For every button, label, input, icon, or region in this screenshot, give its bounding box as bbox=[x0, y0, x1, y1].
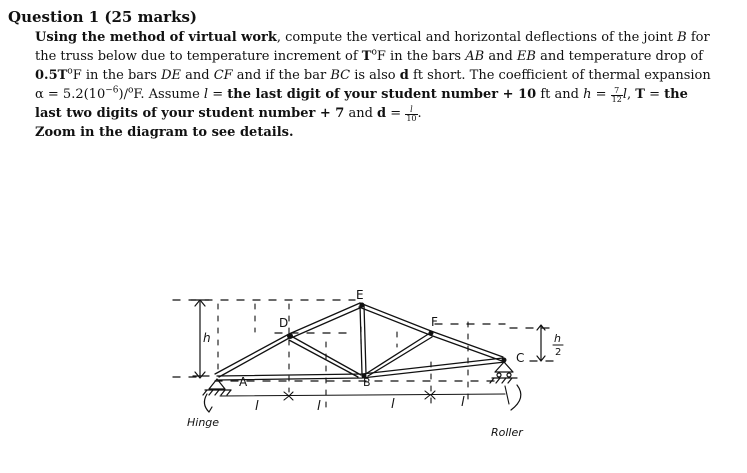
label-E: E bbox=[356, 288, 364, 302]
text-line-2: the truss below due to temperature increment of $T^oF$ in the bars AB and EB and temperature drop of bbox=[35, 47, 703, 64]
text-line-5: last two digits of your student number + 7 and d = $\frac{l}{10}$ . bbox=[35, 105, 422, 123]
truss-diagram bbox=[165, 282, 595, 467]
label-l1: l bbox=[255, 399, 259, 414]
member-AD bbox=[215, 334, 289, 374]
label-D: D bbox=[279, 316, 289, 330]
label-h-right: h bbox=[554, 332, 561, 345]
roller-support bbox=[490, 362, 517, 383]
label-two: 2 bbox=[555, 347, 562, 358]
truss-joints bbox=[287, 303, 507, 379]
label-l3: l bbox=[391, 397, 395, 412]
label-F: F bbox=[431, 315, 438, 329]
text-line-3: $0.5T^oF$ in the bars DE and CF and if the bar BC is also d ft short. The coefficient of thermal expansion bbox=[35, 66, 711, 83]
hinge-leader bbox=[204, 394, 209, 412]
truss-members bbox=[215, 303, 505, 380]
member-EF bbox=[360, 303, 431, 331]
fraction-7-12: $\frac{7}{12}$ bbox=[611, 86, 622, 104]
member-FC bbox=[431, 331, 503, 357]
text-line-1: Using the method of virtual work, compute the vertical and horizontal deflections of the joint B for bbox=[35, 30, 710, 45]
dim-h-right bbox=[537, 325, 545, 361]
label-hinge: Hinge bbox=[187, 416, 220, 429]
label-roller: Roller bbox=[491, 426, 523, 439]
member-EB bbox=[360, 305, 362, 374]
text-line-4: $\alpha = 5.2(10^{-6})/^oF$. Assume l = the last digit of your student number + 10 ft and h = $\frac{7}{12}$ l, T = the bbox=[35, 85, 688, 104]
question-text bbox=[35, 28, 739, 142]
text-line-6: Zoom in the diagram to see details. bbox=[35, 125, 294, 140]
label-l4: l bbox=[461, 395, 465, 410]
question-block bbox=[8, 8, 739, 142]
label-B: B bbox=[363, 376, 371, 389]
member-DE bbox=[289, 303, 360, 334]
label-C: C bbox=[516, 351, 525, 365]
label-A: A bbox=[239, 375, 248, 389]
fraction-l-10: $\frac{l}{10}$ bbox=[406, 105, 417, 123]
member-BF bbox=[364, 333, 430, 375]
truss-diagram-svg bbox=[165, 282, 595, 467]
roller-leader bbox=[511, 385, 521, 410]
label-h-left: h bbox=[203, 331, 211, 345]
question-heading: Question 1 (25 marks) bbox=[8, 8, 198, 26]
label-l2: l bbox=[317, 399, 321, 414]
